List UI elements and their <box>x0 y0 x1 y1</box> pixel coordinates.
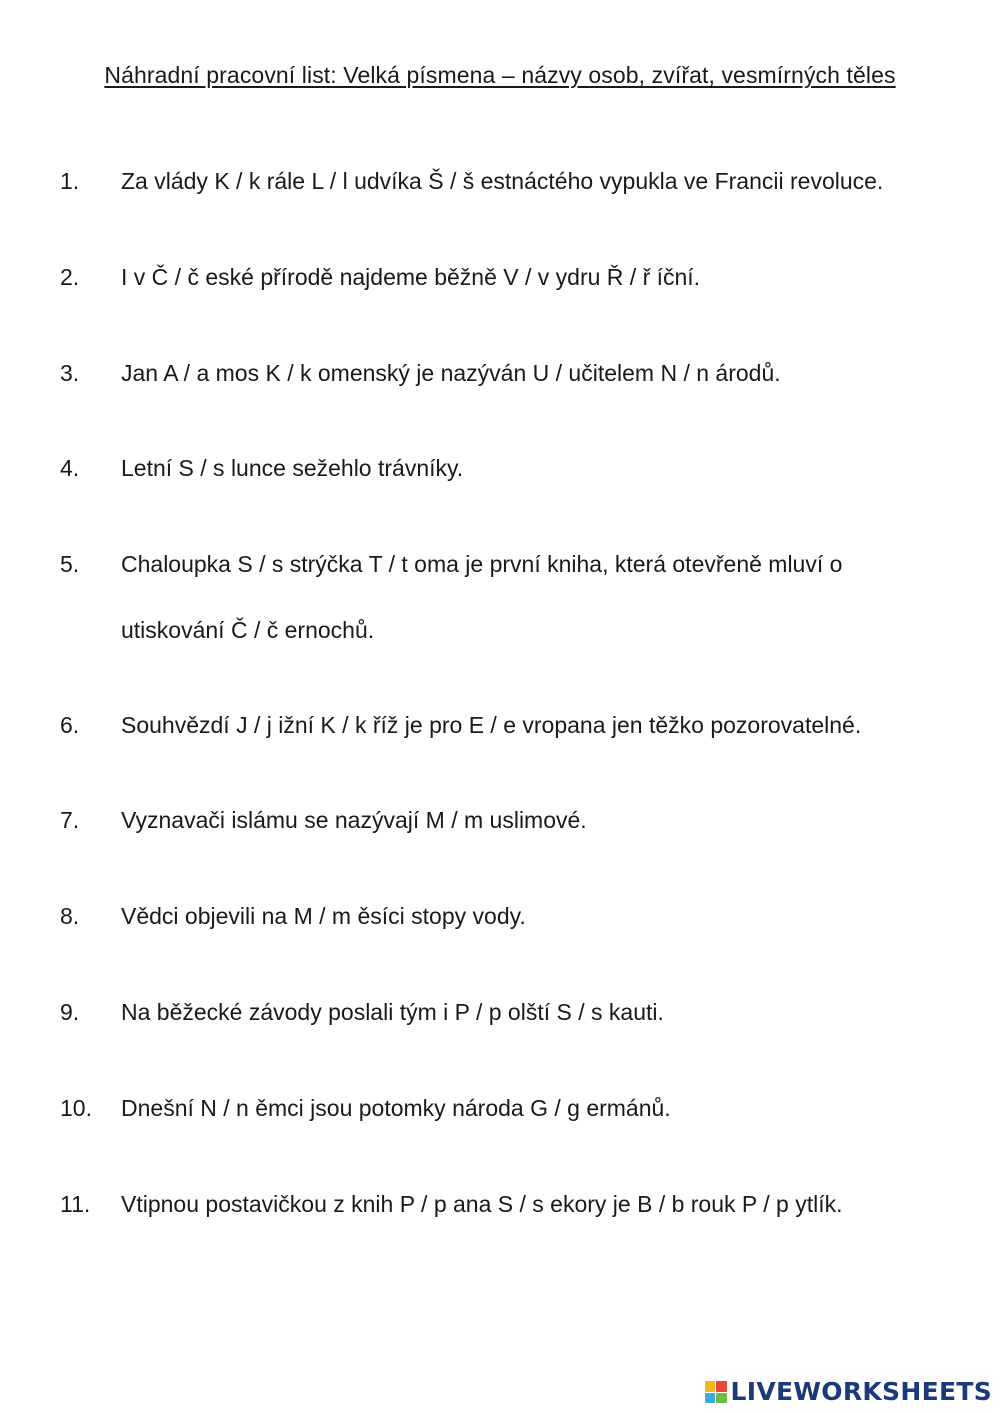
footer-branding <box>705 1377 992 1407</box>
logo-square <box>716 1393 727 1404</box>
brand-name: LIVEWORKSHEETS <box>730 1377 992 1406</box>
item-number: 1. <box>60 168 80 194</box>
item-number: 4. <box>60 455 80 481</box>
item-text: Jan A / a mos K / k omenský je nazýván U / učitelem N / n árodů. <box>121 360 781 386</box>
item-number: 5. <box>60 551 80 577</box>
worksheet-title: Náhradní pracovní list: Velká písmena – názvy osob, zvířat, vesmírných těles <box>104 62 896 88</box>
item-number: 6. <box>60 712 80 738</box>
item-number: 2. <box>60 264 80 290</box>
item-number: 8. <box>60 903 80 929</box>
item-number: 10. <box>60 1095 92 1121</box>
item-text: Vědci objevili na M / m ěsíci stopy vody. <box>121 903 526 929</box>
logo-square <box>705 1381 716 1392</box>
logo-square <box>705 1393 716 1404</box>
liveworksheets-logo-icon <box>705 1381 727 1403</box>
item-number: 11. <box>60 1191 91 1217</box>
item-text: Vtipnou postavičkou z knih P / p ana S / s ekory je B / b rouk P / p ytlík. <box>121 1191 843 1217</box>
item-text: I v Č / č eské přírodě najdeme běžně V / v ydru Ř / ř íční. <box>121 264 701 290</box>
item-text: Letní S / s lunce sežehlo trávníky. <box>121 455 464 481</box>
item-text: Vyznavači islámu se nazývají M / m uslimové. <box>121 807 587 833</box>
item-text: Souhvězdí J / j ižní K / k říž je pro E / e vropana jen těžko pozorovatelné. <box>121 712 862 738</box>
logo-square <box>716 1381 727 1392</box>
item-number: 7. <box>60 807 80 833</box>
item-text: Dnešní N / n ěmci jsou potomky národa G / g ermánů. <box>121 1095 671 1121</box>
item-text: Za vlády K / k rále L / l udvíka Š / š estnáctého vypukla ve Francii revoluce. <box>121 168 884 194</box>
item-text: Chaloupka S / s strýčka T / t oma je první kniha, která otevřeně mluví o <box>121 551 843 577</box>
item-text-continued: utiskování Č / č ernochů. <box>121 617 375 643</box>
item-number: 3. <box>60 360 80 386</box>
item-text: Na běžecké závody poslali tým i P / p olští S / s kauti. <box>121 999 664 1025</box>
item-number: 9. <box>60 999 80 1025</box>
